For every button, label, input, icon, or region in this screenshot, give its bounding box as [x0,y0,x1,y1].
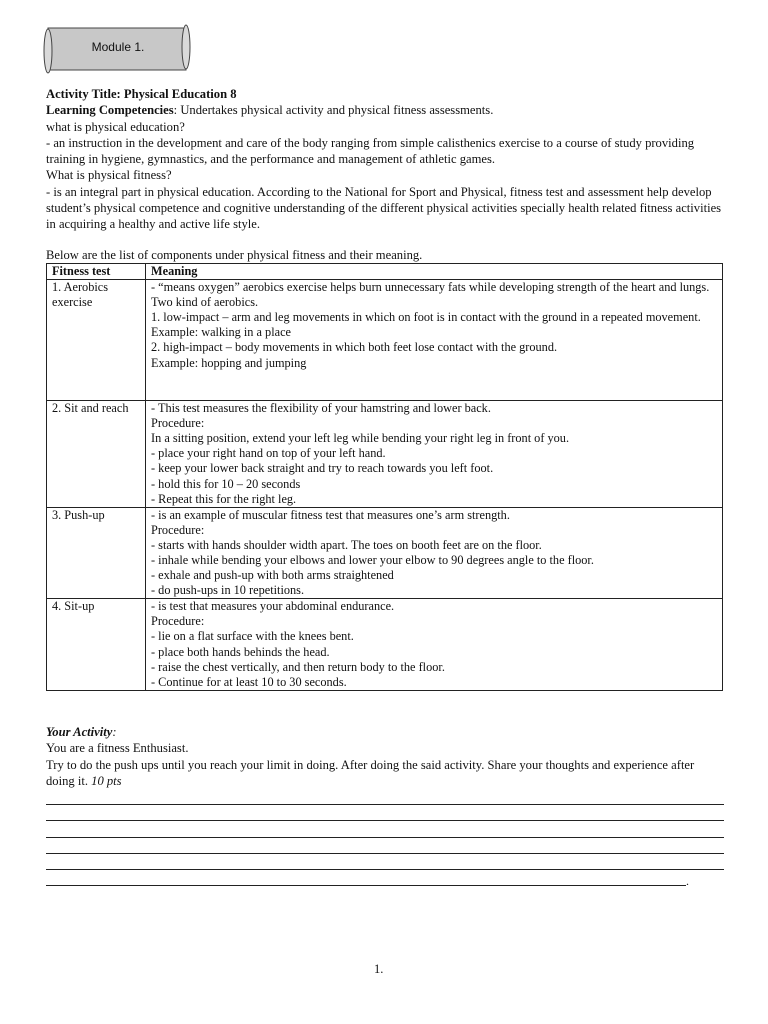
lesson-content [46,86,726,691]
answer-line[interactable] [46,885,686,886]
answer-line[interactable] [46,820,724,821]
activity-points: 10 pts [91,773,122,788]
table-row [47,401,723,508]
meaning-cell: - is an example of muscular fitness test that measures one’s arm strength. Procedure: - starts with hands shoulder width apart. The toes on booth feet are on the floor. - inhale while bending your elbows and lower your elbow to 90 degrees angle to the floor. - exhale and push-up with both arms straightened - do push-ups in 10 repetitions. [146,507,723,599]
answer-line[interactable] [46,804,724,805]
page-number: 1. [374,962,384,976]
answer-line[interactable] [46,869,724,870]
test-name-cell: 2. Sit and reach [47,401,146,508]
table-intro: Below are the list of components under physical fitness and their meaning. [46,247,423,262]
answer-end-mark: . [686,874,689,888]
header-fitness-test: Fitness test [47,263,146,279]
fitness-table [46,263,723,691]
answer-physical-education: - an instruction in the development and care of the body ranging from simple calisthenics exercise to a course of study providing training in hygiene, gymnastics, and the performance and management of athletic games. [46,135,695,167]
table-row [47,507,723,599]
activity-instruction: Try to do the push ups until you reach your limit in doing. After doing the said activity. Share your thoughts and experience after doing it. 10 pts [46,757,695,788]
your-activity-section [46,724,726,789]
table-row [47,280,723,401]
table-header-row [47,263,723,279]
answer-line[interactable] [46,853,724,854]
table-row [47,599,723,691]
test-name-cell: 4. Sit-up [47,599,146,691]
meaning-cell: - is test that measures your abdominal endurance. Procedure: - lie on a flat surface with the knees bent. - place both hands behinds the head. - raise the chest vertically, and then return body to the floor. - Continue for at least 10 to 30 seconds. [146,599,723,691]
module-label: Module 1. [91,40,145,54]
question-physical-education: what is physical education? [46,119,185,134]
answer-physical-fitness: - is an integral part in physical education. According to the National for Sport and Physical, fitness test and assessment help develop student’s physical competence and cognitive understanding of the different physical activities specially health related fitness activities in acquiring a healthy and active life style. [46,184,722,232]
learning-competencies: Learning Competencies: Undertakes physical activity and physical fitness assessments. [46,103,494,118]
meaning-cell: - “means oxygen” aerobics exercise helps burn unnecessary fats while developing strength of the heart and lungs. Two kind of aerobics. 1. low-impact – arm and leg movements in which on foot is in contact with the ground in a repeated movement. Example: walking in a place 2. high-impact – body movements in which both feet lose contact with the ground. Example: hopping and jumping [146,280,723,401]
activity-role: You are a fitness Enthusiast. [46,741,189,756]
test-name-cell: 3. Push-up [47,507,146,599]
header-meaning: Meaning [146,263,723,279]
answer-line[interactable] [46,837,724,838]
question-physical-fitness: What is physical fitness? [46,168,172,183]
activity-heading: Your Activity: [46,725,117,739]
meaning-cell: - This test measures the flexibility of your hamstring and lower back. Procedure: In a sitting position, extend your left leg while bending your right leg in front of you. - place your right hand on top of your left hand. - keep your lower back straight and try to reach towards you left foot. - hold this for 10 – 20 seconds - Repeat this for the right leg. [146,401,723,508]
test-name-cell: 1. Aerobics exercise [47,280,146,401]
activity-title: Activity Title: Physical Education 8 [46,87,237,101]
